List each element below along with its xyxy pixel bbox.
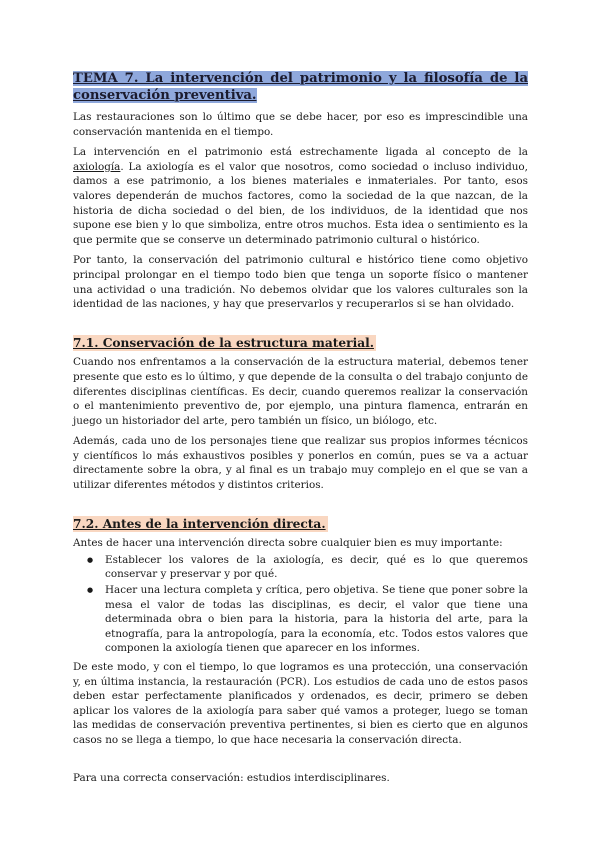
intro-p2-end: . La axiología es el valor que nosotros, como sociedad o incluso individuo, damos a ese patrimonio, a los bienes materiales e inmateriales. Por tanto, esos valores dependerán de muchos factores, como la sociedad de la que nazcan, de la historia de dicha sociedad o del bien, de los individuos, de la identidad que nos supone ese bien y lo que simboliza, entre otros muchos. Esta idea o sentimiento es la que permite que se conserve un determinado patrimonio cultural o histórico. <box>73 160 528 246</box>
section-2-paragraph-1: Antes de hacer una intervención directa sobre cualquier bien es muy importante: <box>73 537 503 550</box>
title-highlight: TEMA 7. La intervención del patrimonio y la filosofía de la conservación preventiva. <box>73 71 528 103</box>
section-2-title: 7.2. Antes de la intervención directa. <box>73 516 326 531</box>
section-2-paragraph-2: De este modo, y con el tiempo, lo que logramos es una protección, una conservación y, en última instancia, la restauración (PCR). Los estudios de cada uno de estos pasos deben estar perfectamente planificados y ordenados, es decir, primero se deben aplicar los valores de la axiología para saber qué vamos a proteger, luego se toman las medidas de conservación preventiva pertinentes, si bien es cierto que en algunos casos no se llega a tiempo, lo que hace necesaria la conservación directa. <box>73 661 528 746</box>
intro-paragraph-3: Por tanto, la conservación del patrimonio cultural e histórico tiene como objetivo principal prolongar en el tiempo todo bien que tenga un soporte físico o mantener una actividad o una tradición. No debemos olvidar que los valores culturales son la identidad de las naciones, y hay que preservarlos y recuperarlos si se han olvidado. <box>73 254 528 311</box>
intro-paragraph-1: Las restauraciones son lo último que se debe hacer, por eso es imprescindible una conservación mantenida en el tiempo. <box>73 111 528 138</box>
section-1-paragraph-1: Cuando nos enfrentamos a la conservación de la estructura material, debemos tener presente que esto es lo último, y que depende de la consulta o del trabajo conjunto de diferentes disciplinas científicas. Es decir, cuando queremos realizar la conservación o el mantenimiento preventivo de, por ejemplo, una pintura flamenca, entrarán en juego un historiador del arte, pero también un físico, un biólogo, etc. <box>73 356 528 427</box>
section-1-heading <box>73 335 528 352</box>
section-1-paragraph-2: Además, cada uno de los personajes tiene que realizar sus propios informes técnicos y científicos lo más exhaustivos posibles y ponerlos en común, pues se va a actuar directamente sobre la obra, y al final es un trabajo muy complejo en el que se van a utilizar diferentes métodos y distintos criterios. <box>73 435 528 492</box>
page-title <box>73 70 528 104</box>
section-2-bullet-list <box>73 553 528 656</box>
document-page <box>73 70 528 785</box>
section-1-title: 7.1. Conservación de la estructura material. <box>73 335 374 350</box>
intro-p2-start: La intervención en el patrimonio está estrechamente ligada al concepto de la <box>73 146 528 159</box>
intro-paragraph-2 <box>73 145 528 247</box>
list-item: ● Establecer los valores de la axiología, es decir, qué es lo que queremos conservar y preservar y por qué. <box>105 553 528 582</box>
axiologia-link[interactable]: axiología <box>73 160 121 173</box>
section-2-heading <box>73 516 528 533</box>
list-item: ● Hacer una lectura completa y crítica, pero objetiva. Se tiene que poner sobre la mesa el valor de todas las disciplinas, es decir, el valor que tiene una determinada obra o bien para la historia, para la historia del arte, para la etnografía, para la antropología, para la economía, etc. Todos estos valores que componen la axiología tienen que aparecer en los informes. <box>105 583 528 656</box>
closing-line: Para una correcta conservación: estudios interdisciplinares. <box>73 771 390 784</box>
